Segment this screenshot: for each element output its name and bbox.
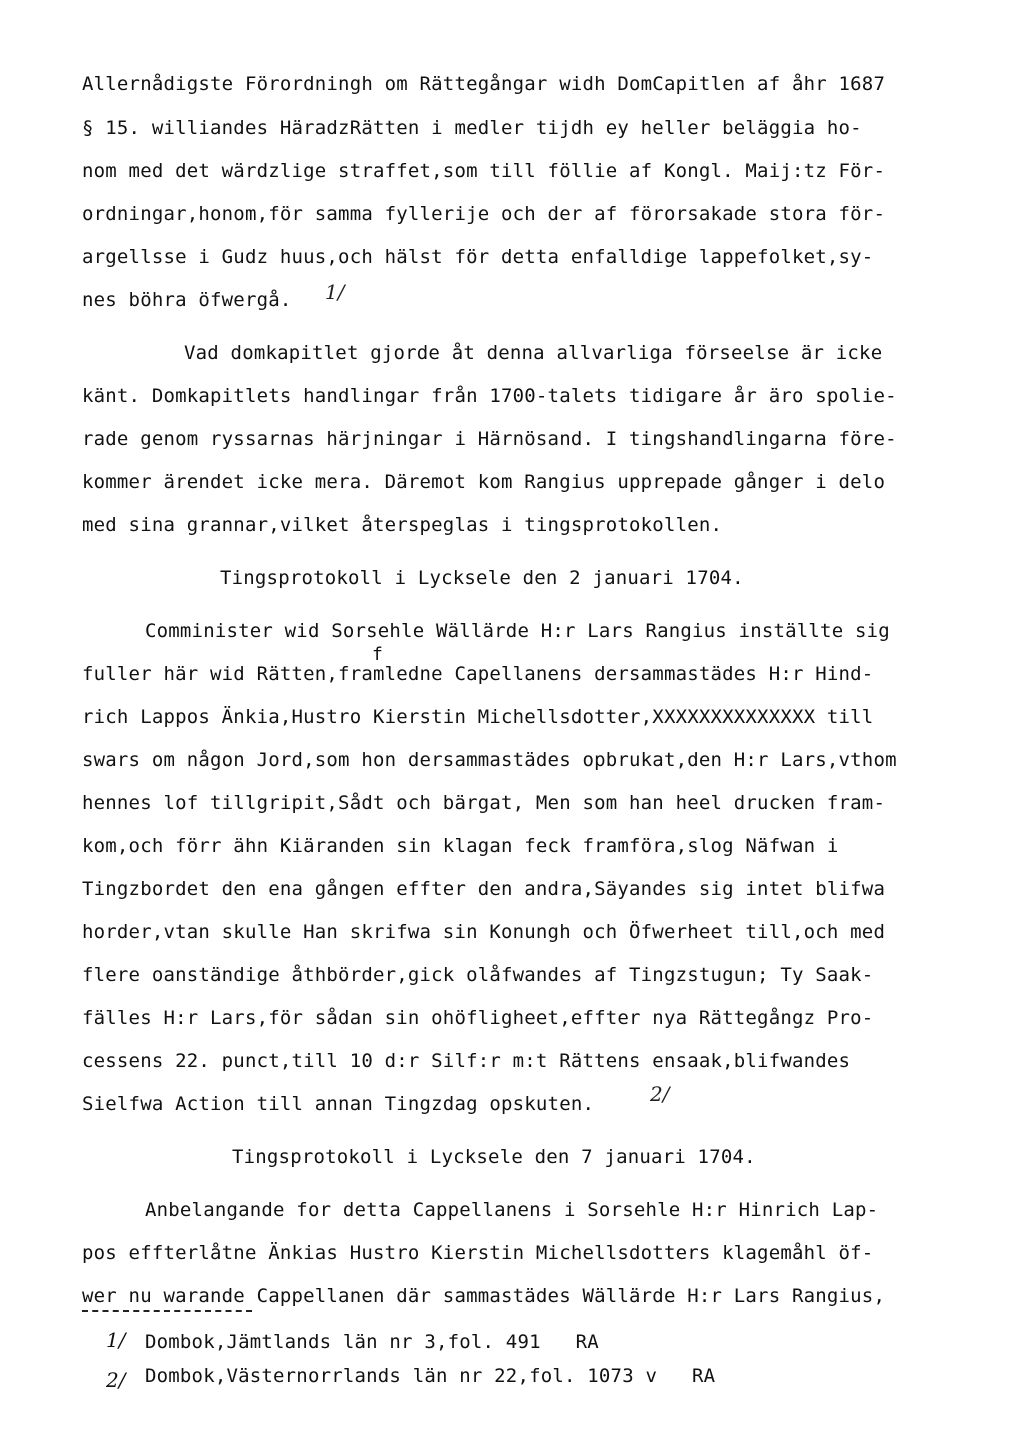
superscript-f: f bbox=[372, 644, 383, 665]
text-line: med sina grannar,vilket återspeglas i tingsprotokollen. bbox=[82, 514, 723, 536]
text-line: Sielfwa Action till annan Tingzdag opskuten. bbox=[82, 1093, 595, 1115]
text-line: pos effterlåtne Änkias Hustro Kierstin Michellsdotters klagemåhl öf- bbox=[82, 1242, 874, 1264]
text-line: fuller här wid Rätten,framledne Capellanens dersammastädes H:r Hind- bbox=[82, 663, 874, 685]
text-line: § 15. williandes HäradzRätten i medler tijdh ey heller beläggia ho- bbox=[82, 117, 862, 139]
footnote-ref-1: 1/ bbox=[325, 280, 345, 304]
text-line: Vad domkapitlet gjorde åt denna allvarliga förseelse är icke bbox=[184, 342, 883, 364]
text-line: Allernådigste Förordningh om Rättegångar widh DomCapitlen af åhr 1687 bbox=[82, 73, 886, 95]
footnote-text: Dombok,Västernorrlands län nr 22,fol. 1073 v RA bbox=[145, 1365, 716, 1387]
text-line: fälles H:r Lars,för sådan sin ohöfligheet,effter nya Rättegångz Pro- bbox=[82, 1007, 874, 1029]
text-line: Tingzbordet den ena gången effter den andra,Säyandes sig intet blifwa bbox=[82, 878, 886, 900]
footnote-number: 2/ bbox=[106, 1368, 126, 1392]
footnote-text: Dombok,Jämtlands län nr 3,fol. 491 RA bbox=[145, 1331, 599, 1353]
text-line: rich Lappos Änkia,Hustro Kierstin Michellsdotter,XXXXXXXXXXXXXX till bbox=[82, 706, 874, 728]
text-line: argellsse i Gudz huus,och hälst för detta enfalldige lappefolket,sy- bbox=[82, 246, 874, 268]
section-heading: Tingsprotokoll i Lycksele den 7 januari 1704. bbox=[232, 1146, 756, 1168]
text-line: nes böhra öfwergå. bbox=[82, 289, 292, 311]
text-line: nom med det wärdzlige straffet,som till föllie af Kongl. Maij:tz För- bbox=[82, 160, 886, 182]
footnote-divider bbox=[82, 1310, 252, 1312]
section-heading: Tingsprotokoll i Lycksele den 2 januari 1704. bbox=[220, 567, 744, 589]
text-line: hennes lof tillgripit,Sådt och bärgat, Men som han heel drucken fram- bbox=[82, 792, 886, 814]
text-line: horder,vtan skulle Han skrifwa sin Konungh och Öfwerheet till,och med bbox=[82, 921, 886, 943]
text-line: flere oanständige åthbörder,gick olåfwandes af Tingzstugun; Ty Saak- bbox=[82, 964, 874, 986]
text-line: kom,och förr ähn Kiäranden sin klagan feck framföra,slog Näfwan i bbox=[82, 835, 839, 857]
text-line: ordningar,honom,för samma fyllerije och der af förorsakade stora för- bbox=[82, 203, 886, 225]
text-line: Comminister wid Sorsehle Wällärde H:r Lars Rangius inställte sig bbox=[145, 620, 890, 642]
text-line: wer nu warande Cappellanen där sammastädes Wällärde H:r Lars Rangius, bbox=[82, 1285, 886, 1307]
text-line: swars om någon Jord,som hon dersammastädes opbrukat,den H:r Lars,vthom bbox=[82, 749, 897, 771]
text-line: cessens 22. punct,till 10 d:r Silf:r m:t Rättens ensaak,blifwandes bbox=[82, 1050, 851, 1072]
text-line: kommer ärendet icke mera. Däremot kom Rangius upprepade gånger i delo bbox=[82, 471, 886, 493]
text-line: känt. Domkapitlets handlingar från 1700-talets tidigare år äro spolie- bbox=[82, 385, 897, 407]
footnote-ref-2: 2/ bbox=[650, 1082, 670, 1106]
text-line: rade genom ryssarnas härjningar i Härnösand. I tingshandlingarna före- bbox=[82, 428, 897, 450]
footnote-number: 1/ bbox=[106, 1328, 126, 1352]
text-line: Anbelangande for detta Cappellanens i Sorsehle H:r Hinrich Lap- bbox=[145, 1199, 879, 1221]
